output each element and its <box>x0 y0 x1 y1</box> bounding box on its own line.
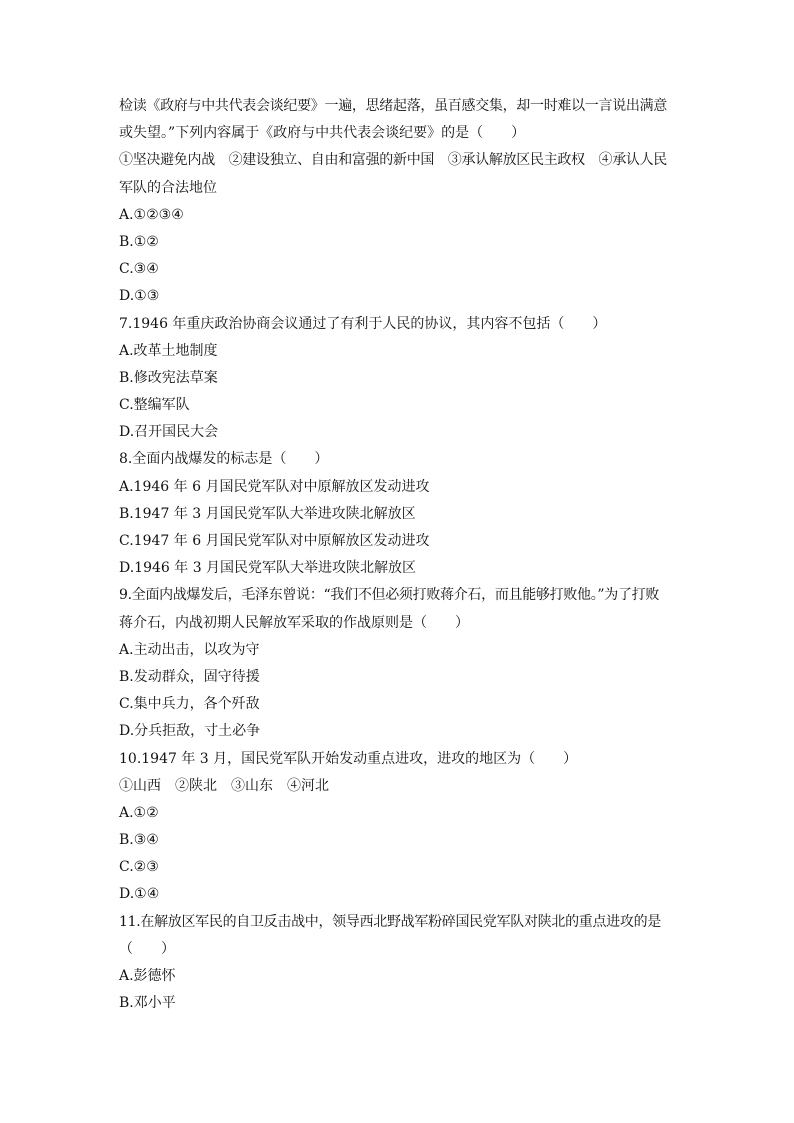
answer-option-c: C.集中兵力，各个歼敌 <box>119 696 260 713</box>
answer-option-a: A.主动出击，以攻为守 <box>119 641 260 658</box>
answer-option-b: B.③④ <box>119 832 159 849</box>
document-page <box>119 93 679 1017</box>
question-8-stem: 8.全面内战爆发的标志是（ ） <box>119 451 329 468</box>
question-9-stem: 9.全面内战爆发后，毛泽东曾说：“我们不但必须打败蒋介石，而且能够打败他。”为了打败 <box>119 587 660 604</box>
answer-option-c: C.1947 年 6 月国民党军队对中原解放区发动进攻 <box>119 533 430 549</box>
answer-option-d: D.分兵拒敌，寸土必争 <box>119 723 261 740</box>
answer-option-b: B.修改宪法草案 <box>119 369 218 386</box>
answer-option-a: A.①②③④ <box>119 206 184 223</box>
question-7-stem: 7.1946 年重庆政治协商会议通过了有利于人民的协议，其内容不包括（ ） <box>119 315 607 332</box>
statement-options-line: 军队的合法地位 <box>119 179 217 196</box>
question-9-stem: 蒋介石，内战初期人民解放军采取的作战原则是（ ） <box>119 614 469 631</box>
statement-options-line: ①山西 ②陕北 ③山东 ④河北 <box>119 777 329 794</box>
answer-option-c: C.③④ <box>119 261 159 278</box>
answer-option-d: D.①④ <box>119 886 160 903</box>
answer-option-b: B.1947 年 3 月国民党军队大举进攻陕北解放区 <box>119 505 416 522</box>
answer-option-a: A.彭德怀 <box>119 968 176 984</box>
answer-option-b: B.发动群众，固守待援 <box>119 668 260 685</box>
answer-option-a: A.改革土地制度 <box>119 342 218 359</box>
answer-option-d: D.召开国民大会 <box>119 424 219 441</box>
answer-option-d: D.1946 年 3 月国民党军队大举进攻陕北解放区 <box>119 560 417 577</box>
question-11-stem: （ ） <box>119 940 175 957</box>
answer-option-b: B.邓小平 <box>119 995 176 1012</box>
answer-option-b: B.①② <box>119 233 159 250</box>
answer-option-a: A.1946 年 6 月国民党军队对中原解放区发动进攻 <box>119 478 430 495</box>
answer-option-c: C.整编军队 <box>119 397 190 414</box>
statement-options-line: ①坚决避免内战 ②建设独立、自由和富强的新中国 ③承认解放区民主政权 ④承认人民 <box>119 152 667 169</box>
question-10-stem: 10.1947 年 3 月，国民党军队开始发动重点进攻，进攻的地区为（ ） <box>119 750 578 767</box>
question-stem-line: 或失望。”下列内容属于《政府与中共代表会谈纪要》的是（ ） <box>119 125 526 142</box>
question-stem-line: 检读《政府与中共代表会谈纪要》一遍，思绪起落，虽百感交集，却一时难以一言说出满意 <box>119 98 667 114</box>
answer-option-d: D.①③ <box>119 288 160 305</box>
question-11-stem: 11.在解放区军民的自卫反击战中，领导西北野战军粉碎国民党军队对陕北的重点进攻的是 <box>119 913 661 930</box>
answer-option-a: A.①② <box>119 804 159 821</box>
answer-option-c: C.②③ <box>119 859 159 876</box>
